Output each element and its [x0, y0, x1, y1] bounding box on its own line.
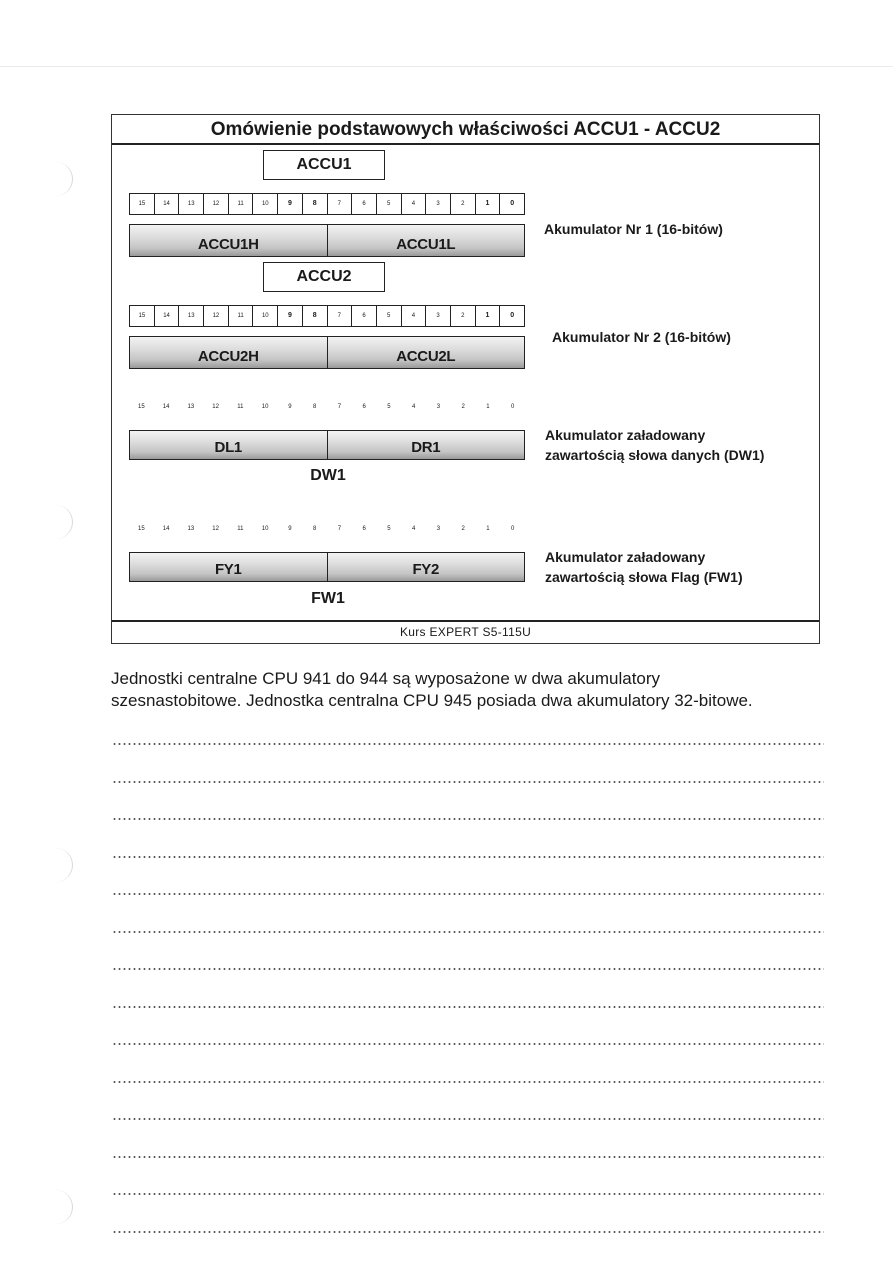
- bit-cell: 12: [204, 194, 229, 214]
- dw1-word-label: DW1: [310, 467, 346, 484]
- fw1-description-line1: Akumulator załadowany: [545, 549, 706, 565]
- note-line: [112, 1193, 824, 1195]
- fw1-description-line2: zawartością słowa Flag (FW1): [545, 569, 743, 585]
- bit-number: 9: [288, 526, 292, 532]
- bit-number: 11: [237, 526, 244, 532]
- bit-number: 7: [337, 404, 342, 410]
- fw1-word-label: FW1: [311, 590, 345, 607]
- note-line: [112, 1156, 824, 1158]
- bit-number: 2: [461, 404, 465, 410]
- note-line: [112, 1043, 824, 1045]
- fw1-register: [129, 552, 525, 582]
- bit-number: 14: [162, 404, 170, 410]
- bit-number: 4: [411, 404, 416, 410]
- bit-number: 1: [486, 526, 490, 532]
- bit-number: 0: [510, 526, 515, 532]
- bit-cell: 3: [426, 306, 451, 326]
- paragraph-line: szesnastobitowe. Jednostka centralna CPU 945 posiada dwa akumulatory 32-bitowe.: [111, 691, 753, 710]
- figure-footer: Kurs EXPERT S5-115U: [112, 620, 819, 643]
- note-line: [112, 1231, 824, 1233]
- dw1-description: [545, 425, 764, 465]
- bit-number: 2: [461, 526, 465, 532]
- bit-cell: 5: [377, 306, 402, 326]
- fw1-high-byte: FY1: [130, 553, 328, 581]
- accu2-register: [129, 336, 525, 369]
- bit-cell: 7: [328, 306, 353, 326]
- bit-number: 4: [411, 526, 416, 532]
- bit-number: 15: [138, 526, 145, 532]
- accu2-high-byte: ACCU2H: [130, 337, 328, 368]
- bit-cell: 5: [377, 194, 402, 214]
- bit-cell: 13: [179, 306, 204, 326]
- bit-number: 10: [261, 526, 269, 532]
- bit-number: 15: [138, 404, 145, 410]
- accu2-label: ACCU2: [263, 262, 385, 292]
- accu1-bit-cells: [129, 193, 525, 215]
- note-line: [112, 893, 824, 895]
- bit-cell: 7: [328, 194, 353, 214]
- bit-number: 7: [337, 526, 342, 532]
- dw1-bit-numbers: [129, 401, 525, 413]
- bit-cell: 12: [204, 306, 229, 326]
- paragraph-line: Jednostki centralne CPU 941 do 944 są wyposażone w dwa akumulatory: [111, 669, 661, 688]
- punch-hole: [50, 848, 73, 882]
- figure-frame: [111, 114, 820, 644]
- bit-cell: 11: [229, 194, 254, 214]
- dw1-description-line2: zawartością słowa danych (DW1): [545, 447, 765, 463]
- bit-cell: 8: [303, 306, 328, 326]
- punch-hole: [50, 162, 73, 196]
- bit-cell: 0: [510, 312, 515, 319]
- accu1-register: [129, 224, 525, 257]
- bit-number: 13: [187, 526, 195, 532]
- bit-number: 3: [436, 404, 441, 410]
- bit-cell: 4: [402, 194, 427, 214]
- accu1-high-byte: ACCU1H: [130, 225, 328, 256]
- bit-cell: 13: [179, 194, 204, 214]
- bit-number: 0: [510, 404, 515, 410]
- punch-hole: [50, 505, 73, 539]
- fw1-bit-numbers: [129, 523, 525, 535]
- bit-cell: 0: [510, 200, 515, 207]
- bit-number: 1: [486, 404, 490, 410]
- bit-number: 8: [312, 404, 317, 410]
- bit-cell: 8: [303, 194, 328, 214]
- accu2-description: Akumulator Nr 2 (16-bitów): [552, 329, 731, 345]
- accu2-bit-cells: [129, 305, 525, 327]
- bit-cell: 10: [253, 306, 278, 326]
- note-line: [112, 1118, 824, 1120]
- bit-number: 11: [237, 404, 244, 410]
- bit-cell: 4: [402, 306, 427, 326]
- fw1-description: [545, 547, 743, 587]
- bit-number: 5: [387, 526, 391, 532]
- punch-hole: [50, 1190, 73, 1224]
- bit-cell: 14: [155, 306, 180, 326]
- note-line: [112, 856, 824, 858]
- bit-cell: 15: [130, 194, 155, 214]
- bit-cell: 10: [253, 194, 278, 214]
- bit-number: 10: [261, 404, 269, 410]
- bit-cell: 14: [155, 194, 180, 214]
- note-line: [112, 968, 824, 970]
- bit-number: 9: [288, 404, 292, 410]
- bit-number: 5: [387, 404, 391, 410]
- bit-number: 3: [436, 526, 441, 532]
- bit-number: 14: [162, 526, 170, 532]
- page-top-edge: [0, 66, 893, 67]
- note-line: [112, 931, 824, 933]
- bit-number: 6: [362, 526, 366, 532]
- bit-cell: 3: [426, 194, 451, 214]
- bit-cell: 9: [278, 194, 303, 214]
- bit-cell: 6: [352, 306, 377, 326]
- fw1-low-byte: FY2: [412, 561, 440, 578]
- bit-cell: 1: [476, 306, 501, 326]
- dw1-register: [129, 430, 525, 460]
- note-line: [112, 781, 824, 783]
- note-line: [112, 818, 824, 820]
- bit-cell: 15: [130, 306, 155, 326]
- note-line: [112, 743, 824, 745]
- dw1-high-byte: DL1: [130, 431, 328, 459]
- figure-title: Omówienie podstawowych właściwości ACCU1 - ACCU2: [112, 115, 819, 145]
- dw1-low-byte: DR1: [411, 439, 441, 456]
- note-line: [112, 1081, 824, 1083]
- bit-cell: 2: [451, 306, 476, 326]
- bit-number: 13: [187, 404, 195, 410]
- body-paragraph: [111, 668, 811, 712]
- accu1-low-byte: ACCU1L: [396, 236, 456, 253]
- dw1-description-line1: Akumulator załadowany: [545, 427, 706, 443]
- bit-cell: 6: [352, 194, 377, 214]
- bit-cell: 2: [451, 194, 476, 214]
- note-line: [112, 1006, 824, 1008]
- bit-cell: 11: [229, 306, 254, 326]
- bit-number: 6: [362, 404, 366, 410]
- bit-cell: 9: [278, 306, 303, 326]
- accu2-low-byte: ACCU2L: [396, 348, 456, 365]
- accu1-description: Akumulator Nr 1 (16-bitów): [544, 221, 723, 237]
- accu1-label: ACCU1: [263, 150, 385, 180]
- bit-number: 12: [212, 526, 219, 532]
- bit-number: 12: [212, 404, 219, 410]
- bit-number: 8: [312, 526, 317, 532]
- bit-cell: 1: [476, 194, 501, 214]
